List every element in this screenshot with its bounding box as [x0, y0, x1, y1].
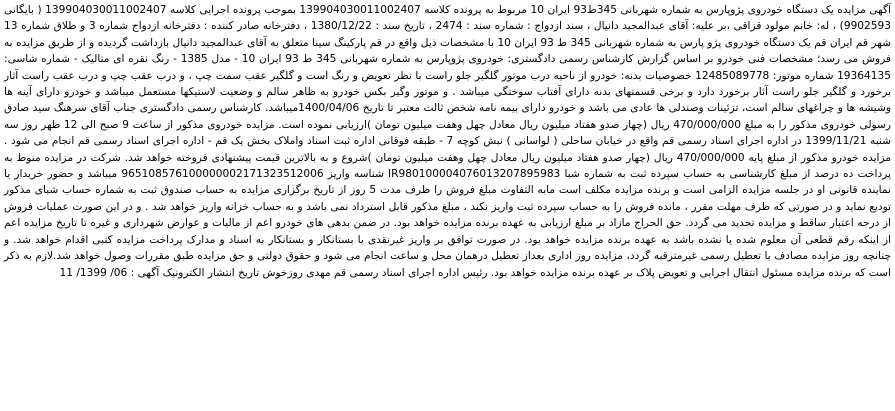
- notice-text: آگهی مزایده یک دستگاه خودروی پژوپارس به شماره شهربانی 345ط93 ایران 10 مربوط به پرونده کلاسه 139904030011002407 بموجب پرونده اجرایی کلاسه 139904030011002407 ( بایگانی 9902593) ، له: خانم مولود قزاقی ،بر علیه: آقای عبدالمجید دانیال ، سند ازدواج : شماره سند : 2474 ، تاریخ سند : 1380/12/22 ، دفترخانه صادر کننده : دفترخانه ازدواج شماره 3 و طلاق شماره 13 شهر قم ایران قم یک دستگاه خودروی پژو پارس به شماره شهربانی 345 ط 93 ایران 10 با مشخصات ذیل واقع در قم پارکینگ سینا متعلق به آقای عبدالمجید دانیال بازداشت گردیده و از طریق مزایده به فروش می رسد؛ مشخصات فنی خودرو بر اساس گزارش کارشناس رسمی دادگستری: خودروی پژوپارس به شماره شهربانی 345 ط 93 ایران 10 - مدل 1385 - رنگ نقره ای متالیک - شماره شاسی: 19364135 شماره موتور: 12485089778 خصوصیات بدنه: خودرو از ناحیه درب موتور گلگیر جلو راست با نظر تعویض و رنگ است و گلگیر عقب سمت چپ ، و درب عقب چپ و درب عقب راست آثار برخورد و گلگیر جلو راست آثار برخورد دارد و برخی قسمتهای بدنه دارای آفتاب سوختگی میباشد . و موتور وگیر بکس خودرو به ظاهر سالم و وضعیت لاستیکها مستعمل میباشد و خودرو دارای آینه ها وشیشه ها و چراغهای سالم است، تزئینات وصندلی ها عادی می باشد و خودرو دارای بیمه نامه شخص ثالث معتبر تا تاریخ 1400/04/06میباشد. کارشناس رسمی دادگستری جناب آقای سرهنگ سید صادق رسولی خودروی مذکور را به مبلغ 470/000/000 ریال (چهار صدو هفتاد میلیون ریال معادل چهل وهفت میلیون تومان )ارزیابی نموده است. مزایده خودروی مذکور از ساعت 9 صبح الی 12 ظهر روز سه شنبه 1399/11/21 در اداره اجرای اسناد رسمی قم واقع در خیابان ساحلی ( لواسانی ) نبش کوچه 7 - طبقه فوقانی اداره ثبت اسناد واملاک بخش یک قم - اداره اجرای اسناد رسمی قم انجام می شود . مزایده خودرو مذکور از مبلغ پایه 470/000/000 ریال (چهار صدو هفتاد میلیون ریال معادل چهل وهفت میلیون تومان )شروع و به بالاترین قیمت پیشنهادی فروخته خواهد شد. شرکت در مزایده منوط به پرداخت ده درصد از مبلغ کارشناسی به حساب سپرده ثبت به شماره شبا IR980100004076013207895983 شناسه واریز 965108576100000002171323512006 میباشد و حضور خریدار یا نماینده قانونی او در جلسه مزایده الزامی است و برنده مزایده مکلف است مابه التفاوت مبلغ فروش را ظرف مدت 5 روز از تاریخ برگزاری مزایده به حساب صندوق ثبت به شماره حساب شبای مذکور تودیع نماید و در صورتی که ظرف مهلت مقرر ، مانده فروش را به حساب سپرده ثبت واریز نکند ، مبلغ مذکور قابل استرداد نمی باشد و به حساب خزانه واریز خواهد شد . و در این صورت عملیات فروش از درجه اعتبار ساقط و مزایده تجدید می گردد. حق الحراج مازاد بر مبلغ ارزیابی به عهده برنده مزایده خواهد بود. در ضمن بدهی های خودرو اعم از مالیات و عوارض شهرداری و غیره تا تاریخ مزایده اعم از اینکه رقم قطعی آن معلوم شده یا نشده باشد به عهده برنده مزایده خواهد بود. در صورت توافق بر واریز غیرنقدی با بستانکار و بستانکار به اسناد و مدارک پرداخت مزایده کتبی اقدام خواهد شد. و چنانچه روز مزایده مصادف با تعطیل رسمی غیرمترقبه گردد، مزایده روز اداری بعداز تعطیل درهمان محل و ساعت انجام می شود و حقوق دولتی و حق مزایده طبق مقررات وصول خواهد شد.لازم به ذکر است که برنده مزایده مسئول انتقال اجرایی و تعویض پلاک بر عهده برنده مزایده خواهد بود. رئیس اداره اجرای اسناد رسمی قم مهدی روزخوش تاریخ انتشار الکترونیک آگهی : 06/ 1399/ 11: [4, 4, 892, 279]
